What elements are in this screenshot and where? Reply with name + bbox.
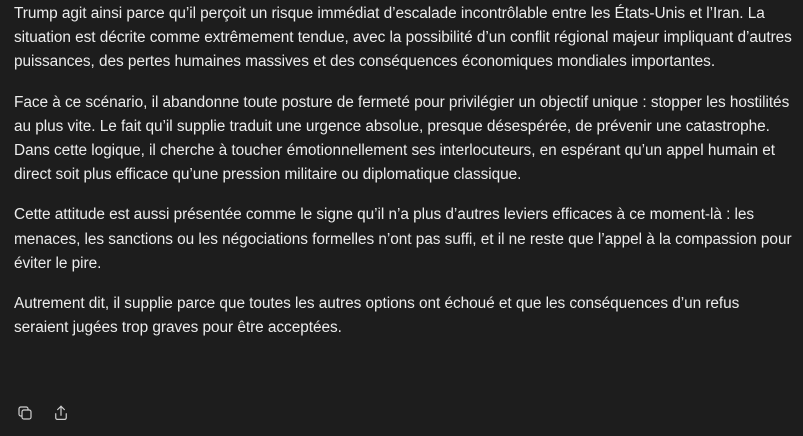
copy-button[interactable] <box>12 400 38 426</box>
share-button[interactable] <box>48 400 74 426</box>
assistant-message <box>14 2 792 356</box>
copy-icon <box>16 404 34 422</box>
message-paragraph-3: Cette attitude est aussi présentée comme le signe qu’il n’a plus d’autres leviers efficaces à ce moment-là : les menaces, les sanctions ou les négociations formelles n’ont pas suffi, et il ne reste que l’appel à la compassion pour éviter le pire. <box>14 206 792 272</box>
message-actions <box>12 400 74 426</box>
message-paragraph-4: Autrement dit, il supplie parce que toutes les autres options ont échoué et que les conséquences d’un refus seraient jugées trop graves pour être acceptées. <box>14 295 740 337</box>
share-icon <box>52 404 70 422</box>
message-paragraph-1: Trump agit ainsi parce qu’il perçoit un risque immédiat d’escalade incontrôlable entre les États-Unis et l’Iran. La situation est décrite comme extrêmement tendue, avec la possibilité d’un conflit régional majeur impliquant d’autres puissances, des pertes humaines massives et des conséquences économiques mondiales importantes. <box>14 5 792 71</box>
message-paragraph-2: Face à ce scénario, il abandonne toute posture de fermeté pour privilégier un objectif unique : stopper les hostilités au plus vite. Le fait qu’il supplie traduit une urgence absolue, presque désespérée, de prévenir une catastrophe. Dans cette logique, il cherche à toucher émotionnellement ses interlocuteurs, en espérant qu’un appel humain et direct soit plus efficace qu’une pression militaire ou diplomatique classique. <box>14 93 790 184</box>
